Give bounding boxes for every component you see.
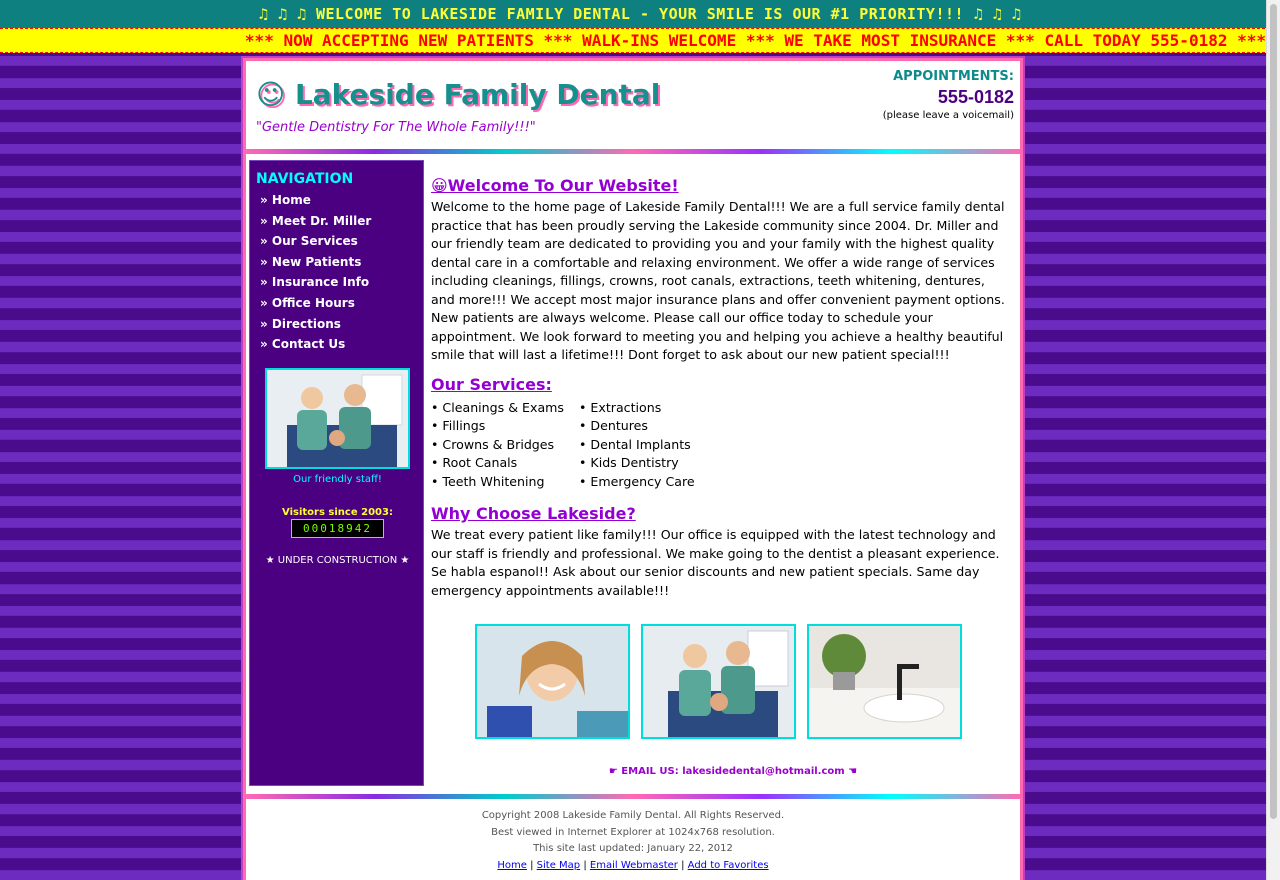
site-logo[interactable]: ☺ Lakeside Family Dental <box>256 78 661 111</box>
nav-item-office-hours[interactable]: » Office Hours <box>260 295 355 310</box>
nav-menu <box>260 190 371 355</box>
appointments-label: APPOINTMENTS: <box>893 69 1014 84</box>
staff-photo <box>265 368 410 469</box>
footer-links <box>246 858 1020 875</box>
page-container <box>243 58 1023 880</box>
nav-item-our-services[interactable]: » Our Services <box>260 234 358 249</box>
footer-separator: | <box>530 859 534 871</box>
announcement-marquee: *** NOW ACCEPTING NEW PATIENTS *** WALK-INS WELCOME *** WE TAKE MOST INSURANCE *** CALL TODAY 555-0182 *** <box>0 28 1280 53</box>
email-link[interactable]: ☛ EMAIL US: lakesidedental@hotmail.com ☚ <box>608 766 858 777</box>
phone-number: 555-0182 <box>937 87 1014 107</box>
service-item: • Emergency Care <box>579 473 695 489</box>
appointments-box <box>883 69 1014 123</box>
visitors-label: Visitors since 2003: <box>282 507 393 518</box>
nav-item-directions[interactable]: » Directions <box>260 316 341 331</box>
staff-caption: Our friendly staff! <box>293 474 382 485</box>
visitor-counter: 00018942 <box>291 519 384 538</box>
nav-item-contact-us[interactable]: » Contact Us <box>260 337 346 352</box>
footer-link-home[interactable]: Home <box>497 859 527 871</box>
service-item: • Fillings <box>431 418 486 433</box>
rainbow-divider <box>246 149 1020 154</box>
services-column-1 <box>431 399 579 492</box>
site-header <box>246 61 1020 151</box>
footer-link-email-webmaster[interactable]: Email Webmaster <box>589 859 678 871</box>
welcome-banner: ♫ ♫ ♫ WELCOME TO LAKESIDE FAMILY DENTAL - YOUR SMILE IS OUR #1 PRIORITY!!! ♫ ♫ ♫ <box>0 0 1280 28</box>
welcome-text: Welcome to the home page of Lakeside Family Dental!!! We are a full service family dental practice that has been proudly serving the Lakeside community since 2004. Dr. Miller and our friendly team are dedicated to providing you and your family with the highest quality dental care in a comfortable and relaxing environment. We offer a wide range of services including cleanings, fillings, crowns, root canals, extractions, teeth whitening, dentures, and more!!! We accept most major insurance plans and offer convenient payment options. New patients are always welcome. Please call our office today to schedule your appointment. We look forward to meeting you and helping you achieve a healthy beautiful smile that will last a lifetime!!! Dont forget to ask about our new patient special!!! <box>431 199 1005 362</box>
rainbow-divider-bottom <box>246 794 1020 799</box>
service-item: • Dental Implants <box>579 436 691 452</box>
site-footer <box>246 808 1020 874</box>
vertical-scrollbar[interactable] <box>1266 0 1280 880</box>
photo-gallery <box>475 624 962 739</box>
tagline: "Gentle Dentistry For The Whole Family!!!" <box>256 120 536 135</box>
service-item: • Cleanings & Exams <box>431 399 564 415</box>
copyright-text: Copyright 2008 Lakeside Family Dental. All Rights Reserved. <box>481 810 785 821</box>
phone-note: (please leave a voicemail) <box>882 110 1014 121</box>
sidebar <box>249 160 424 786</box>
last-updated-text: This site last updated: January 22, 2012 <box>533 843 733 854</box>
gallery-photo-office[interactable] <box>807 624 962 739</box>
under-construction-label: ★ UNDER CONSTRUCTION ★ <box>265 555 410 566</box>
nav-item-new-patients[interactable]: » New Patients <box>260 254 362 269</box>
services-column-2 <box>579 399 695 492</box>
service-item: • Teeth Whitening <box>431 473 545 489</box>
gallery-photo-patient[interactable] <box>475 624 630 739</box>
nav-item-home[interactable]: » Home <box>260 193 311 207</box>
nav-title: NAVIGATION <box>256 171 354 187</box>
why-heading: Why Choose Lakeside? <box>431 504 636 523</box>
gallery-photo-staff[interactable] <box>641 624 796 739</box>
footer-link-site-map[interactable]: Site Map <box>536 859 581 871</box>
footer-separator: | <box>583 859 587 871</box>
footer-link-add-to-favorites[interactable]: Add to Favorites <box>687 859 769 871</box>
best-viewed-text: Best viewed in Internet Explorer at 1024x768 resolution. <box>491 826 775 838</box>
footer-separator: | <box>681 859 685 871</box>
service-item: • Dentures <box>579 418 648 433</box>
service-item: • Root Canals <box>431 455 518 470</box>
service-item: • Extractions <box>579 399 662 415</box>
service-item: • Crowns & Bridges <box>431 436 555 452</box>
nav-item-meet-dr-miller[interactable]: » Meet Dr. Miller <box>260 213 372 228</box>
nav-item-insurance-info[interactable]: » Insurance Info <box>260 275 370 290</box>
scrollbar-thumb[interactable] <box>1270 4 1277 819</box>
main-content <box>431 175 1009 600</box>
why-text: We treat every patient like family!!! Our office is equipped with the latest technology and our staff is friendly and professional. We make going to the dentist a pleasant experience. Se habla espanol!! Ask about our senior discounts and new patient specials. Same day emergency appointments available!!! <box>431 527 1000 598</box>
services-heading: Our Services: <box>431 374 552 394</box>
service-item: • Kids Dentistry <box>579 455 679 470</box>
services-list <box>431 399 1009 492</box>
welcome-heading: 😀Welcome To Our Website! <box>431 176 679 195</box>
